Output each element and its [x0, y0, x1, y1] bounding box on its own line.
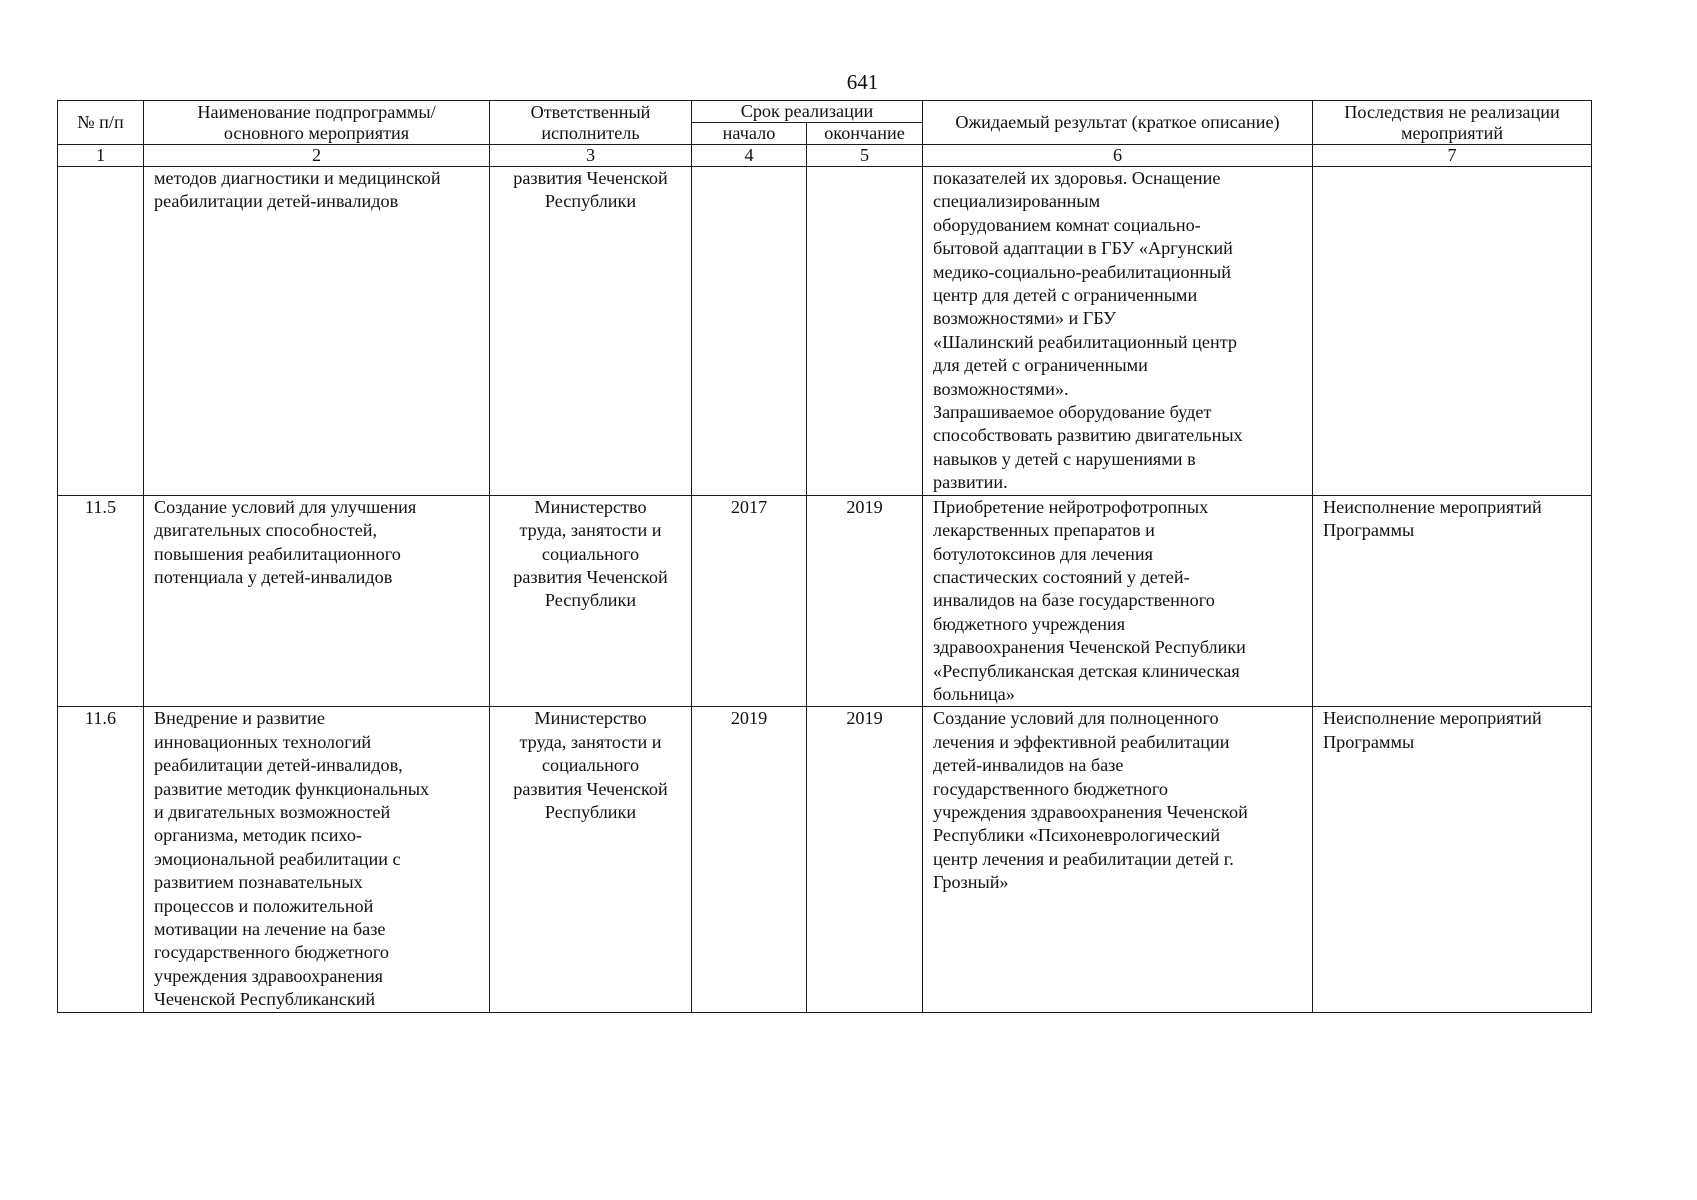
table-header [58, 101, 1592, 145]
measure-name: методов диагностики и медицинской реабилитации детей-инвалидов [144, 167, 490, 496]
row-number: 11.6 [58, 707, 144, 1012]
column-numbers-row [58, 145, 1592, 167]
consequences: Неисполнение мероприятий Программы [1313, 707, 1592, 1012]
responsible-executor: Министерство труда, занятости и социального развития Чеченской Республики [490, 707, 692, 1012]
row-number [58, 167, 144, 496]
header-executor: Ответственный исполнитель [490, 101, 692, 145]
column-number: 6 [923, 145, 1313, 167]
row-number: 11.5 [58, 495, 144, 707]
end-year: 2019 [807, 495, 923, 707]
end-year [807, 167, 923, 496]
table-row [58, 707, 1592, 1012]
expected-result: показателей их здоровья. Оснащение специализированным оборудованием комнат социально- бытовой адаптации в ГБУ «Аргунский медико-социально-реабилитационный центр для детей с ограниченными возможностями» и ГБУ «Шалинский реабилитационный центр для детей с ограниченными возможностями». Запрашиваемое оборудование будет способствовать развитию двигательных навыков у детей с нарушениями в развитии. [923, 167, 1313, 496]
header-result: Ожидаемый результат (краткое описание) [923, 101, 1313, 145]
end-year: 2019 [807, 707, 923, 1012]
start-year: 2019 [692, 707, 807, 1012]
page-number: 641 [846, 70, 879, 94]
header-number: № п/п [58, 101, 144, 145]
expected-result: Приобретение нейротрофотропных лекарственных препаратов и ботулотоксинов для лечения спастических состояний у детей- инвалидов на базе государственного бюджетного учреждения здравоохранения Чеченской Республики «Республиканская детская клиническая больница» [923, 495, 1313, 707]
consequences [1313, 167, 1592, 496]
column-number: 3 [490, 145, 692, 167]
start-year [692, 167, 807, 496]
header-term: Срок реализации [692, 101, 923, 123]
column-number: 7 [1313, 145, 1592, 167]
consequences: Неисполнение мероприятий Программы [1313, 495, 1592, 707]
measure-name: Создание условий для улучшения двигательных способностей, повышения реабилитационного потенциала у детей-инвалидов [144, 495, 490, 707]
table-row [58, 495, 1592, 707]
start-year: 2017 [692, 495, 807, 707]
column-number: 5 [807, 145, 923, 167]
responsible-executor: развития Чеченской Республики [490, 167, 692, 496]
column-number: 4 [692, 145, 807, 167]
header-end: окончание [807, 123, 923, 145]
table-row [58, 167, 1592, 496]
header-start: начало [692, 123, 807, 145]
expected-result: Создание условий для полноценного лечения и эффективной реабилитации детей-инвалидов на базе государственного бюджетного учреждения здравоохранения Чеченской Республики «Психоневрологический центр лечения и реабилитации детей г. Грозный» [923, 707, 1313, 1012]
responsible-executor: Министерство труда, занятости и социального развития Чеченской Республики [490, 495, 692, 707]
program-measures-table [57, 100, 1592, 1013]
measure-name: Внедрение и развитие инновационных технологий реабилитации детей-инвалидов, развитие методик функциональных и двигательных возможностей организма, методик психо- эмоциональной реабилитации с развитием познавательных процессов и положительной мотивации на лечение на базе государственного бюджетного учреждения здравоохранения Чеченской Республиканский [144, 707, 490, 1012]
column-number: 2 [144, 145, 490, 167]
column-number: 1 [58, 145, 144, 167]
header-name: Наименование подпрограммы/ основного мероприятия [144, 101, 490, 145]
header-consequences: Последствия не реализации мероприятий [1313, 101, 1592, 145]
